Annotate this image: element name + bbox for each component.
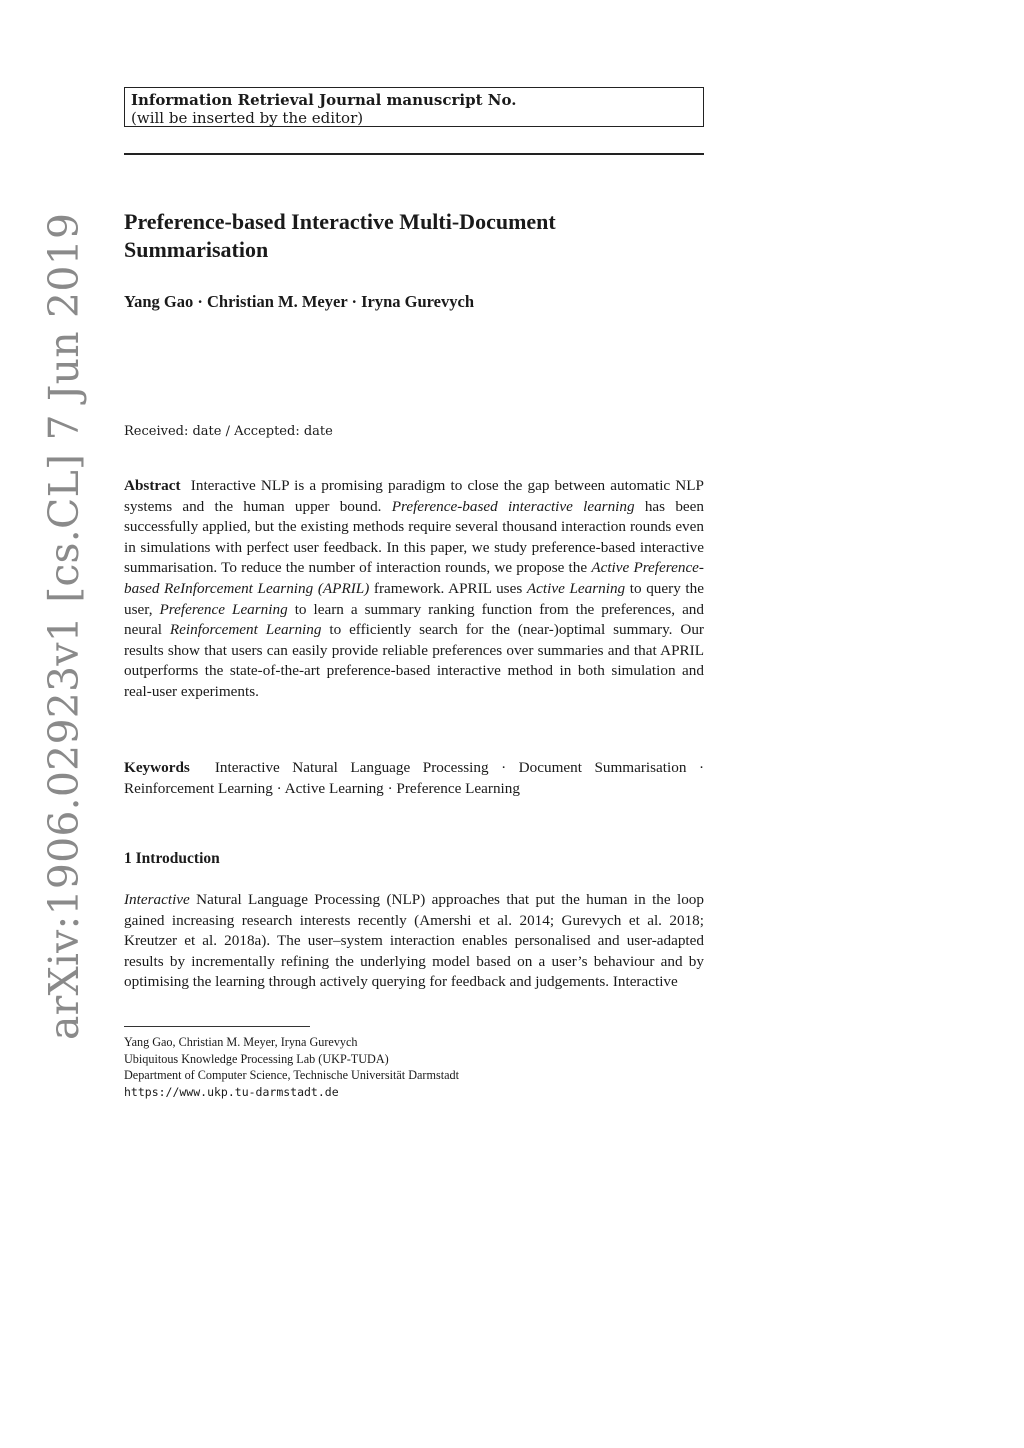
introduction-paragraph bbox=[124, 890, 704, 993]
paper-title: Preference-based Interactive Multi-Document Summarisation bbox=[124, 209, 556, 262]
abstract-emph: Preference-based interactive learning bbox=[391, 497, 635, 515]
received-date: Received: date / Accepted: date bbox=[124, 424, 333, 439]
abstract-emph: Preference Learning bbox=[159, 600, 288, 618]
abstract-text: to efficiently search for the (near-)optimal summary. Our results show that users can easily provide reliable preferences over summaries and that APRIL outperforms the state-of-the-art preference-based interactive method in both simulation and real-user experiments. bbox=[124, 621, 704, 700]
arxiv-identifier-stamp: arXiv:1906.02923v1 [cs.CL] 7 Jun 2019 bbox=[40, 212, 88, 1040]
abstract-emph: Active Preference-based ReInforcement Learning (APRIL) bbox=[124, 559, 704, 597]
footnote-url-link[interactable]: https://www.ukp.tu-darmstadt.de bbox=[124, 1084, 339, 1099]
keywords bbox=[124, 758, 704, 799]
intro-lead-emph: Interactive bbox=[124, 891, 190, 908]
journal-name: Information Retrieval Journal manuscript No. bbox=[131, 91, 517, 109]
abstract-emph: Active Learning bbox=[526, 579, 626, 597]
header-rule bbox=[124, 153, 704, 155]
keywords-text: Interactive Natural Language Processing · Document Summarisation · Reinforcement Learning · Active Learning · Preference Learning bbox=[124, 759, 704, 797]
footnote-dept: Department of Computer Science, Technische Universität Darmstadt bbox=[124, 1068, 459, 1082]
abstract-text: framework. APRIL uses bbox=[369, 579, 527, 597]
section-heading-introduction: 1 Introduction bbox=[124, 850, 220, 867]
author-list: Yang Gao · Christian M. Meyer · Iryna Gurevych bbox=[124, 292, 475, 311]
abstract-text: has been successfully applied, but the existing methods require several thousand interaction rounds even in simulations with perfect user feedback. In this paper, we study preference-based interactive summarisation. To reduce the number of interaction rounds, we propose the bbox=[124, 497, 704, 577]
abstract-text: to learn a summary ranking function from the preferences, and neural bbox=[124, 600, 704, 639]
abstract-label: Abstract bbox=[124, 477, 181, 494]
intro-text: Natural Language Processing (NLP) approaches that put the human in the loop gained increasing research interests recently (Amershi et al. 2014; Gurevych et al. 2018; Kreutzer et al. 2018a). The user–system interaction enables personalised and user-adapted results by incrementally refining the underlying model based on a user’s behaviour and by optimising the learning through actively querying for feedback and judgements. Interactive bbox=[124, 891, 704, 991]
footnote-lab: Ubiquitous Knowledge Processing Lab (UKP-TUDA) bbox=[124, 1051, 389, 1066]
journal-header-box bbox=[124, 87, 704, 127]
footnote-rule bbox=[124, 1026, 310, 1027]
footnote-names: Yang Gao, Christian M. Meyer, Iryna Gurevych bbox=[124, 1035, 358, 1049]
journal-note: (will be inserted by the editor) bbox=[131, 109, 364, 127]
abstract-text: Interactive NLP is a promising paradigm to close the gap between automatic NLP systems and the human upper bound. bbox=[124, 477, 705, 515]
abstract-text: to query the user, bbox=[124, 579, 704, 618]
abstract bbox=[124, 476, 704, 703]
abstract-emph: Reinforcement Learning bbox=[169, 621, 322, 639]
keywords-label: Keywords bbox=[124, 759, 190, 776]
author-affiliation-footnote bbox=[124, 1034, 704, 1100]
